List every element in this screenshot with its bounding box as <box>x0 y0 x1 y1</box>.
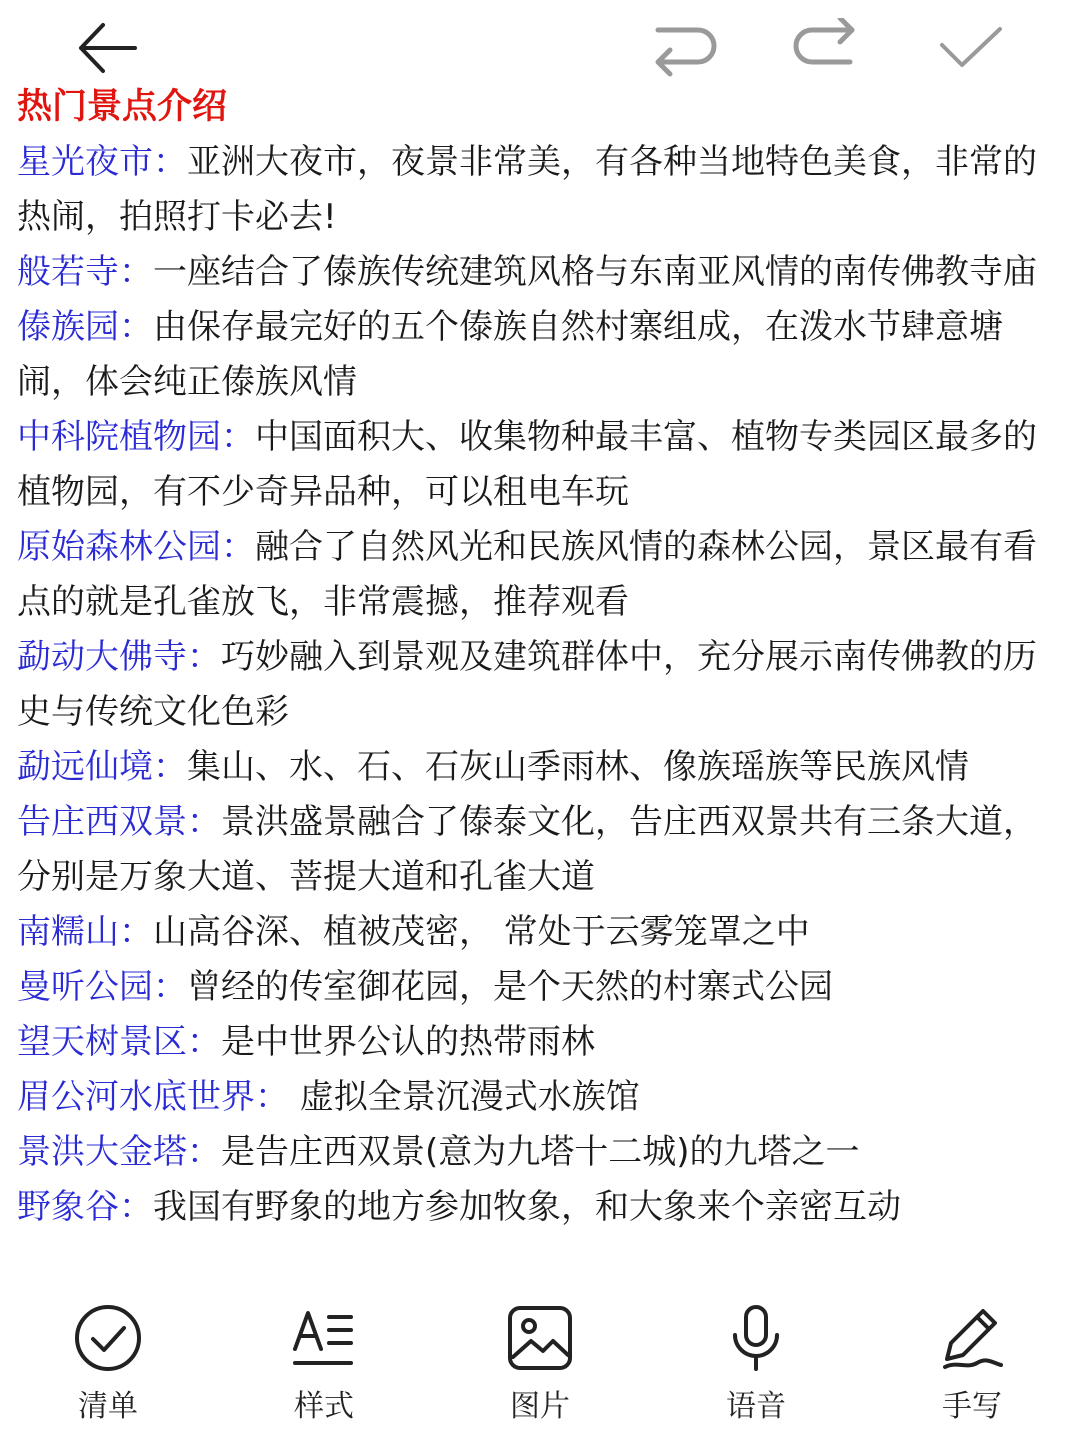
attraction-description: 由保存最完好的五个傣族自然村寨组成，在泼水节肆意塘闹，体会纯正傣族风情 <box>17 307 1003 402</box>
list-item <box>17 795 1063 905</box>
attraction-name: 曼听公园： <box>17 967 187 1007</box>
image-button[interactable] <box>480 1298 600 1428</box>
list-item <box>17 410 1063 520</box>
attraction-description: 一座结合了傣族传统建筑风格与东南亚风情的南传佛教寺庙 <box>153 252 1037 292</box>
microphone-icon <box>721 1303 791 1373</box>
image-label: 图片 <box>510 1389 570 1424</box>
attraction-description: 是告庄西双景(意为九塔十二城)的九塔之一 <box>221 1132 860 1172</box>
attraction-description: 集山、水、石、石灰山季雨林、像族瑶族等民族风情 <box>187 747 969 787</box>
bottom-toolbar <box>0 1290 1080 1440</box>
list-item <box>17 1180 1063 1235</box>
checklist-button[interactable] <box>48 1298 168 1428</box>
undo-button[interactable] <box>648 12 720 84</box>
list-item <box>17 135 1063 245</box>
attraction-description: 是中世界公认的热带雨林 <box>221 1022 595 1062</box>
entry-list <box>17 135 1063 1235</box>
list-item <box>17 1125 1063 1180</box>
attraction-description: 中国面积大、收集物种最丰富、植物专类园区最多的植物园，有不少奇异品种，可以租电车玩 <box>17 417 1037 512</box>
attraction-name: 眉公河水底世界： <box>17 1077 289 1117</box>
redo-icon <box>790 18 862 78</box>
attraction-description: 景洪盛景融合了傣泰文化，告庄西双景共有三条大道，分别是万象大道、菩提大道和孔雀大道 <box>17 802 1037 897</box>
checklist-icon <box>73 1303 143 1373</box>
attraction-description: 融合了自然风光和民族风情的森林公园，景区最有看点的就是孔雀放飞，非常震撼，推荐观看 <box>17 527 1037 622</box>
attraction-description: 曾经的传室御花园，是个天然的村寨式公园 <box>187 967 833 1007</box>
attraction-name: 告庄西双景： <box>17 802 221 842</box>
text-style-button[interactable] <box>264 1298 384 1428</box>
text-style-label: 样式 <box>294 1389 354 1424</box>
attraction-name: 中科院植物园： <box>17 417 255 457</box>
undo-icon <box>648 18 720 78</box>
list-item <box>17 520 1063 630</box>
list-item <box>17 905 1063 960</box>
attraction-description: 山高谷深、植被茂密， 常处于云雾笼罩之中 <box>153 912 810 952</box>
attraction-name: 星光夜市： <box>17 142 187 182</box>
list-item <box>17 300 1063 410</box>
attraction-description: 虚拟全景沉漫式水族馆 <box>289 1077 640 1117</box>
attraction-name: 景洪大金塔： <box>17 1132 221 1172</box>
list-item <box>17 1070 1063 1125</box>
back-button[interactable] <box>70 12 142 84</box>
attraction-description: 亚洲大夜市，夜景非常美，有各种当地特色美食，非常的热闹，拍照打卡必去! <box>17 142 1037 237</box>
attraction-name: 勐远仙境： <box>17 747 187 787</box>
note-title: 热门景点介绍 <box>17 87 228 127</box>
text-style-icon <box>289 1303 359 1373</box>
handwriting-label: 手写 <box>942 1389 1002 1424</box>
list-item <box>17 740 1063 795</box>
redo-button[interactable] <box>790 12 862 84</box>
check-icon <box>938 23 1004 73</box>
attraction-description: 巧妙融入到景观及建筑群体中，充分展示南传佛教的历史与传统文化色彩 <box>17 637 1037 732</box>
attraction-name: 南糯山： <box>17 912 153 952</box>
attraction-name: 傣族园： <box>17 307 153 347</box>
handwriting-button[interactable] <box>912 1298 1032 1428</box>
attraction-name: 般若寺： <box>17 252 153 292</box>
attraction-name: 野象谷： <box>17 1187 153 1227</box>
image-icon <box>505 1303 575 1373</box>
note-content[interactable] <box>17 80 1063 1280</box>
arrow-left-icon <box>73 15 139 81</box>
list-item <box>17 630 1063 740</box>
pen-icon <box>937 1303 1007 1373</box>
done-button[interactable] <box>935 12 1007 84</box>
attraction-name: 勐动大佛寺： <box>17 637 221 677</box>
list-item <box>17 245 1063 300</box>
attraction-name: 望天树景区： <box>17 1022 221 1062</box>
list-item <box>17 1015 1063 1070</box>
attraction-description: 我国有野象的地方参加牧象，和大象来个亲密互动 <box>153 1187 901 1227</box>
voice-label: 语音 <box>726 1389 786 1424</box>
voice-button[interactable] <box>696 1298 816 1428</box>
list-item <box>17 960 1063 1015</box>
attraction-name: 原始森林公园： <box>17 527 255 567</box>
checklist-label: 清单 <box>78 1389 138 1424</box>
